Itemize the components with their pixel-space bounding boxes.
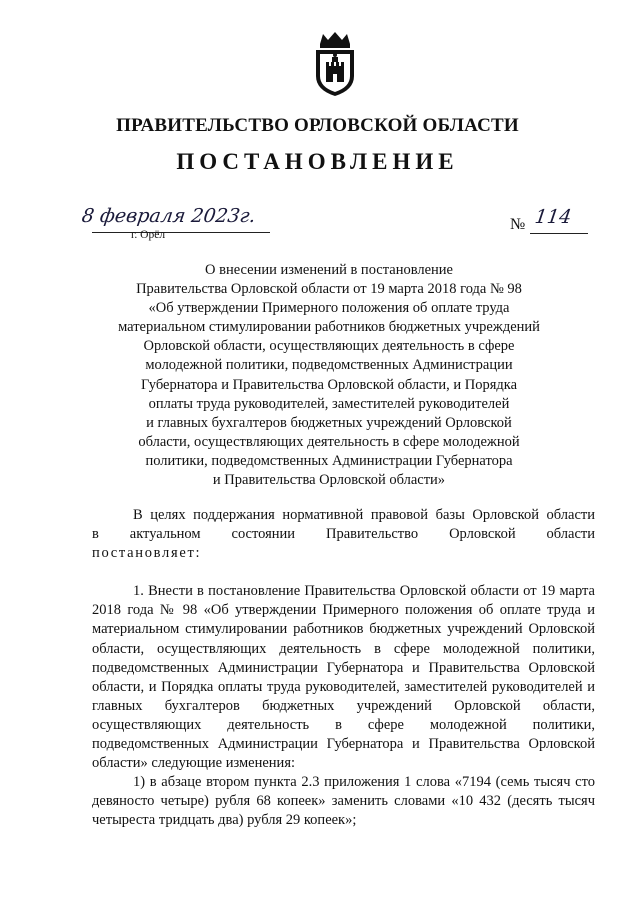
subject-line: О внесении изменений в постановление [205,262,453,278]
number-label: № [510,216,526,233]
clause-item-1: 1. Внести в постановление Правительства Орловской области от 19 марта 2018 года № 98 «Об утверждении Примерного положения об оплате труда и материальном стимулировании работников бюджетных учреждений Орловской области, осуществляющих деятельность в сфере молодежной политики, подведомственных Администрации Губернатора и Правительства Орловской области, и Порядка оплаты труда руководителей, заместителей руководителей и главных бухгалтеров бюджетных учреждений Орловской области, осуществляющих деятельность в сфере молодежной политики, подведомственных Администрации Губернатора и Правительства Орловской области» следующие изменения: [92,583,595,772]
orel-coat-of-arms-icon [312,30,358,98]
resolves-word: постановляет: [92,545,202,562]
document-subject [90,261,568,490]
city-label: г. Орёл [131,229,166,241]
subject-line: молодежной политики, подведомственных Администрации [145,357,513,374]
subject-line: Губернатора и Правительства Орловской области, и Порядка [140,376,518,393]
document-type: ПОСТАНОВЛЕНИЕ [176,149,459,174]
clause-subitem-1: 1) в абзаце втором пункта 2.3 приложения 1 слова «7194 (семь тысяч сто девяносто четыре) рубля 68 копеек» заменить словами «10 432 (десять тысяч четыреста тридцать два) рубля 29 копеек»; [92,774,595,829]
subject-line: Правительства Орловской области от 19 марта 2018 года № 98 [136,281,522,298]
subject-line: политики, подведомственных Администрации Губернатора [145,452,513,469]
document-number: 114 [533,206,573,228]
subject-line: и Правительства Орловской области» [212,472,446,489]
subject-line: оплаты труда руководителей, заместителей руководителей [148,395,510,412]
document-body [92,506,595,831]
date-underline [92,232,270,233]
subject-line: Орловской области, осуществляющих деятельность в сфере [143,338,515,355]
preamble-line: в актуальном состоянии Правительство Орловской области [92,526,595,543]
preamble-line: В целях поддержания нормативной правовой базы Орловской области [133,507,595,523]
signature-date: 8 февраля 2023г. [80,205,258,227]
number-underline [530,233,588,234]
government-title: ПРАВИТЕЛЬСТВО ОРЛОВСКОЙ ОБЛАСТИ [116,115,519,136]
subject-line: и главных бухгалтеров бюджетных учреждений Орловской [146,414,512,431]
subject-line: области, осуществляющих деятельность в сфере молодежной [138,433,520,450]
subject-line: материальном стимулировании работников бюджетных учреждений [118,319,540,336]
subject-line: «Об утверждении Примерного положения об оплате труда [148,300,510,317]
